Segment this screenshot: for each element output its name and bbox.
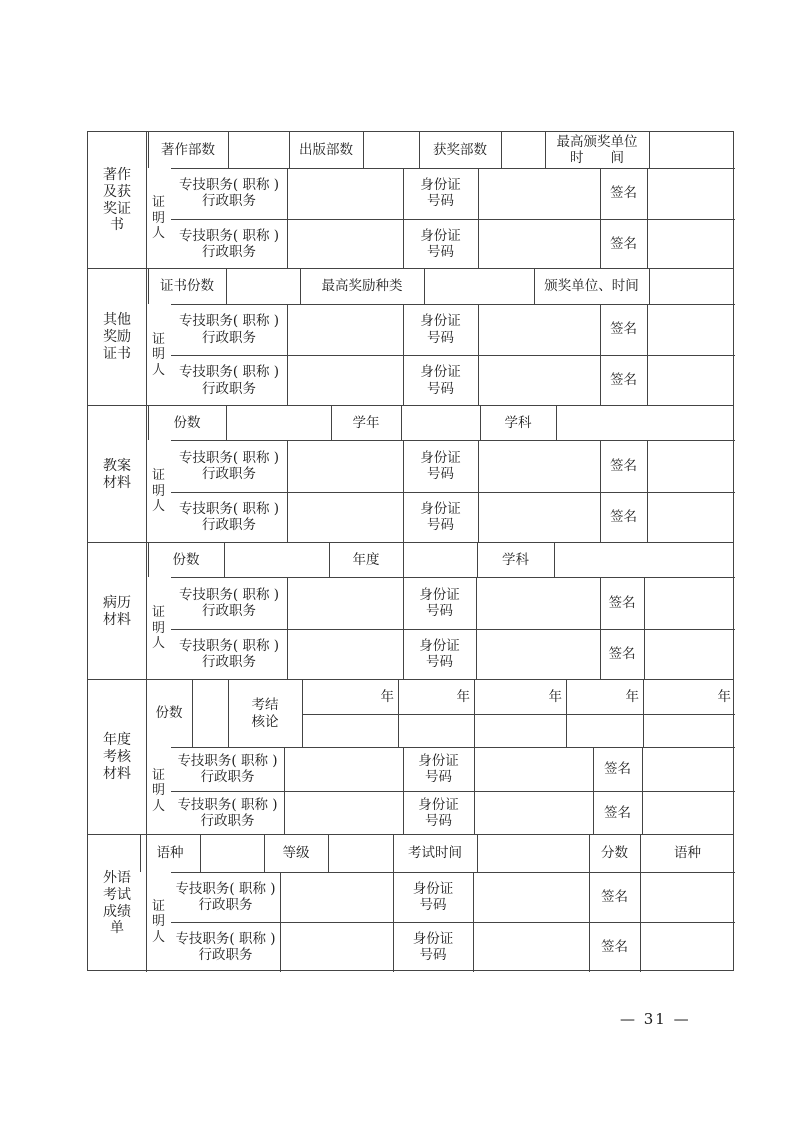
rank-value [280,922,393,972]
id-label: 身份证 号码 [418,752,459,785]
sign-value [642,747,735,791]
result-label: 考结 核论 [251,697,279,730]
sign-label: 签名 [601,938,628,955]
sign-label: 签名 [610,235,637,252]
header-label: 份数 [173,414,201,431]
sign-value [647,440,735,492]
rank-label: 专技职务( 职称 ) 行政职务 [175,880,276,913]
header-cell [328,835,393,872]
sign-label: 签名 [610,457,637,474]
year-label: 年 [717,688,731,705]
witness-label: 证 明 人 [151,605,165,652]
header-label: 语种 [674,845,701,862]
header-label: 份数 [172,551,200,568]
header-label: 分数 [601,845,628,862]
sign-value [647,168,735,219]
id-value [478,492,600,544]
sign-label: 签名 [610,372,637,389]
witness-label: 证 明 人 [151,195,165,242]
rank-value [287,355,403,406]
header-label: 颁奖单位、时间 [544,278,639,295]
rank-label: 专技职务( 职称 ) 行政职务 [175,930,276,963]
rank-label: 专技职务( 职称 ) 行政职务 [178,364,280,397]
header-cell [649,269,735,304]
rank-value [287,629,403,681]
header-label: 学科 [502,551,529,568]
form-section [87,679,734,834]
id-label: 身份证 号码 [420,501,461,534]
section-title: 年度 考核 材料 [103,732,131,782]
sign-label: 签名 [608,646,636,663]
rank-value [280,872,393,922]
header-label: 著作部数 [161,141,215,158]
sign-value [642,791,735,835]
section-title: 教案 材料 [103,457,131,491]
sign-label: 签名 [601,888,628,905]
form-section [87,834,734,971]
sign-value [644,629,735,681]
header-label: 最高奖励种类 [321,278,403,295]
sign-label: 签名 [604,760,631,777]
sign-value [647,219,735,270]
rank-label: 专技职务( 职称 ) 行政职务 [178,449,280,482]
id-value [473,922,589,972]
id-value [476,629,600,681]
header-cell [501,132,545,168]
header-label: 学年 [352,414,380,431]
year-label: 年 [625,688,639,705]
header-cell [226,269,300,304]
count-value [192,680,228,747]
header-cell [649,132,735,168]
sign-value [647,492,735,544]
id-label: 身份证 号码 [412,880,454,913]
id-label: 身份证 号码 [420,449,461,482]
id-label: 身份证 号码 [419,586,460,619]
form-section [87,131,734,268]
rank-label: 专技职务( 职称 ) 行政职务 [178,638,280,671]
rank-value [287,304,403,355]
year-label: 年 [456,688,470,705]
id-value [478,355,600,406]
form-section [87,542,734,679]
header-cell [424,269,534,304]
sign-label: 签名 [610,509,637,526]
id-label: 身份证 号码 [420,177,461,210]
header-label: 证书份数 [160,278,214,295]
header-label: 最高颁奖单位 时 间 [556,133,638,166]
section-title: 外语 考试 成绩 单 [103,869,131,937]
header-label: 获奖部数 [433,141,487,158]
id-value [476,577,600,629]
rank-label: 专技职务( 职称 ) 行政职务 [178,313,280,346]
id-label: 身份证 号码 [420,313,461,346]
section-title: 著作 及获 奖证 书 [103,166,131,234]
witness-label: 证 明 人 [151,898,165,945]
sign-value [644,577,735,629]
year-label: 年 [548,688,562,705]
header-cell [228,132,289,168]
header-cell [363,132,419,168]
id-value [478,304,600,355]
id-value [478,168,600,219]
header-cell [477,835,589,872]
header-cell [226,406,331,440]
header-label: 语种 [156,845,184,862]
rank-value [287,492,403,544]
sign-label: 签名 [610,185,637,202]
rank-label: 专技职务( 职称 ) 行政职务 [177,796,278,829]
id-value [478,440,600,492]
header-label: 年度 [352,551,380,568]
header-cell [556,406,735,440]
rank-value [284,791,403,835]
header-cell [403,543,477,577]
form-section [87,405,734,542]
header-cell [554,543,735,577]
rank-value [287,168,403,219]
sign-value [647,355,735,406]
count-label: 份数 [155,705,183,722]
sign-value [647,304,735,355]
id-label: 身份证 号码 [420,227,461,260]
rank-label: 专技职务( 职称 ) 行政职务 [178,177,280,210]
section-title: 其他 奖励 证书 [103,312,131,362]
id-label: 身份证 号码 [420,364,461,397]
rank-value [287,440,403,492]
header-cell [200,835,264,872]
id-value [473,872,589,922]
header-label: 出版部数 [299,141,353,158]
header-label: 等级 [282,845,310,862]
id-value [474,747,593,791]
witness-label: 证 明 人 [151,767,165,814]
sign-label: 签名 [610,321,637,338]
rank-value [287,577,403,629]
id-label: 身份证 号码 [418,796,459,829]
form-section [87,268,734,405]
id-label: 身份证 号码 [412,930,454,963]
header-cell [224,543,329,577]
section-title: 病历 材料 [103,594,131,628]
sign-label: 签名 [604,804,631,821]
id-value [474,791,593,835]
header-label: 学科 [504,414,532,431]
header-label: 考试时间 [408,845,462,862]
rank-label: 专技职务( 职称 ) 行政职务 [178,586,280,619]
page-number: — 31 — [620,1010,691,1028]
rank-value [287,219,403,270]
id-label: 身份证 号码 [419,638,460,671]
rank-label: 专技职务( 职称 ) 行政职务 [177,752,278,785]
sign-label: 签名 [608,594,636,611]
rank-label: 专技职务( 职称 ) 行政职务 [178,227,280,260]
id-value [478,219,600,270]
sign-value [640,872,735,922]
sign-value [640,922,735,972]
year-label: 年 [380,688,394,705]
witness-label: 证 明 人 [151,331,165,378]
rank-label: 专技职务( 职称 ) 行政职务 [178,501,280,534]
header-cell [401,406,480,440]
witness-label: 证 明 人 [151,468,165,515]
rank-value [284,747,403,791]
